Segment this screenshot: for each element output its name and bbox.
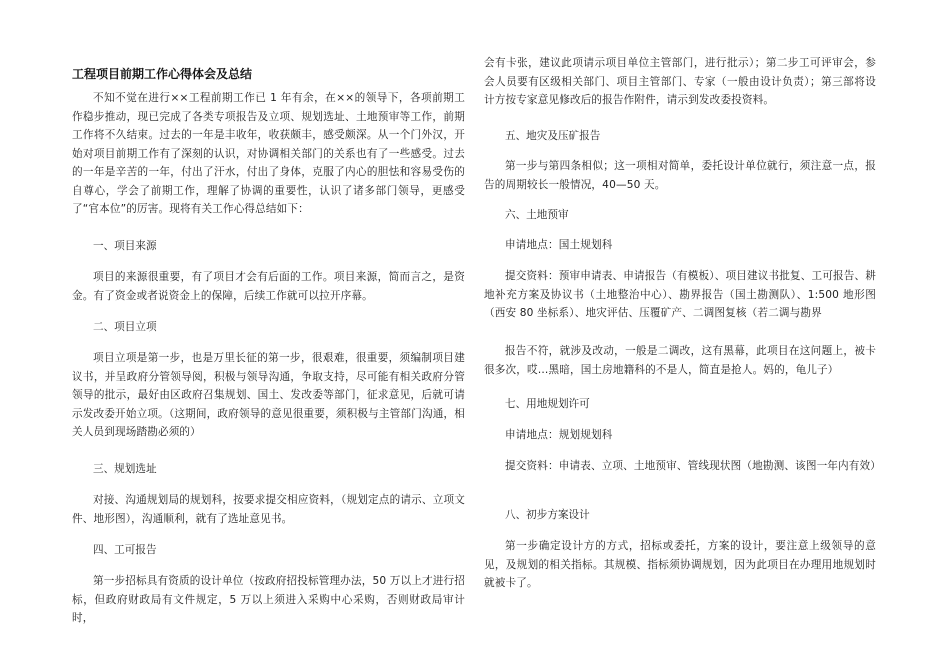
section-text-5: 第一步与第四条相似；这一项相对简单，委托设计单位就行，须注意一点，报告的周期较长一般情况，40—50 天。 <box>484 160 876 191</box>
document-title: 工程项目前期工作心得体会及总结 <box>72 67 253 81</box>
section-text-6-materials: 提交资料：预审申请表、申请报告（有模板）、项目建议书批复、工可报告、耕地补充方案及协议书（土地整治中心）、勘界报告（国土勘测队）、1:500 地形图（西安 80 坐标系）、地灾评估、压覆矿产、二调图复核（若二调与勘界 <box>484 270 876 319</box>
section-heading-7: 七、用地规划许可 <box>505 398 590 410</box>
section-heading-8: 八、初步方案设计 <box>505 509 590 521</box>
section-text-6-location: 申请地点：国土规划科 <box>505 239 613 251</box>
section-text-7-materials: 提交资料：申请表、立项、土地预审、管线现状图（地勘测、该图一年内有效） <box>505 460 882 472</box>
section-text-4: 第一步招标具有资质的设计单位（按政府招投标管理办法，50 万以上才进行招标，但政府财政局有文件规定，5 万以上须进入采购中心采购，否则财政局审计时， <box>72 575 465 624</box>
section-heading-3: 三、规划选址 <box>93 463 157 475</box>
section-heading-6: 六、土地预审 <box>505 209 569 221</box>
section-heading-4: 四、工可报告 <box>93 544 157 556</box>
section-text-3: 对接、沟通规划局的规划科，按要求提交相应资料，（规划定点的请示、立项文件、地形图），沟通顺利，就有了选址意见书。 <box>72 494 465 525</box>
intro-paragraph: 不知不觉在进行××工程前期工作已 1 年有余，在××的领导下，各项前期工作稳步推动，现已完成了各类专项报告及立项、规划选址、土地预审等工作，前期工作将不久结束。过去的一年是丰收年，收获颇丰，感受颇深。从一个门外汉，开始对项目前期工作有了深刻的认识，对协调相关部门的关系也有了一些感受。过去的一年是辛苦的一年，付出了汗水，付出了身体，克服了内心的胆怯和容易受伤的自尊心，学会了前期工作，理解了协调的重要性，认识了诸多部门领导，更感受了“官本位”的厉害。现将有关工作心得总结如下： <box>72 92 465 215</box>
section-text-2: 项目立项是第一步，也是万里长征的第一步，很艰难，很重要，须编制项目建议书，并呈政府分管领导阅，积极与领导沟通，争取支持，尽可能有相关政府分管领导的批示，最好由区政府召集规划、国土、发改委等部门，征求意见，后就可请示发改委开始立项。（这期间，政府领导的意见很重要，须积极与主管部门沟通，相关人员到现场踏勘必须的） <box>72 352 465 438</box>
section-heading-1: 一、项目来源 <box>93 240 157 252</box>
section-text-6-note: 报告不符，就涉及改动，一般是二调改，这有黑幕，此项目在这问题上，被卡很多次，哎…黑暗，国土房地籍科的不是人，简直是抢人。妈的，龟儿子） <box>484 345 876 376</box>
section-heading-5: 五、地灾及压矿报告 <box>505 130 601 142</box>
section-heading-2: 二、项目立项 <box>93 321 157 333</box>
section-text-1: 项目的来源很重要，有了项目才会有后面的工作。项目来源，简而言之，是资金。有了资金或者说资金上的保障，后续工作就可以拉开序幕。 <box>72 271 465 302</box>
section-text-8: 第一步确定设计方的方式，招标或委托，方案的设计，要注意上级领导的意见，及规划的相关指标。其规模、指标须协调规划，因为此项目在办理用地规划时就被卡了。 <box>484 540 876 589</box>
section-text-7-location: 申请地点：规划规划科 <box>505 429 613 441</box>
section-text-4-continued: 会有卡张，建议此项请示项目单位主管部门，进行批示）；第二步工可评审会，参会人员要有区级相关部门、项目主管部门、专家（一般由设计负责）；第三部将设计方按专家意见修改后的报告作附件，请示到发改委投资料。 <box>484 57 876 106</box>
